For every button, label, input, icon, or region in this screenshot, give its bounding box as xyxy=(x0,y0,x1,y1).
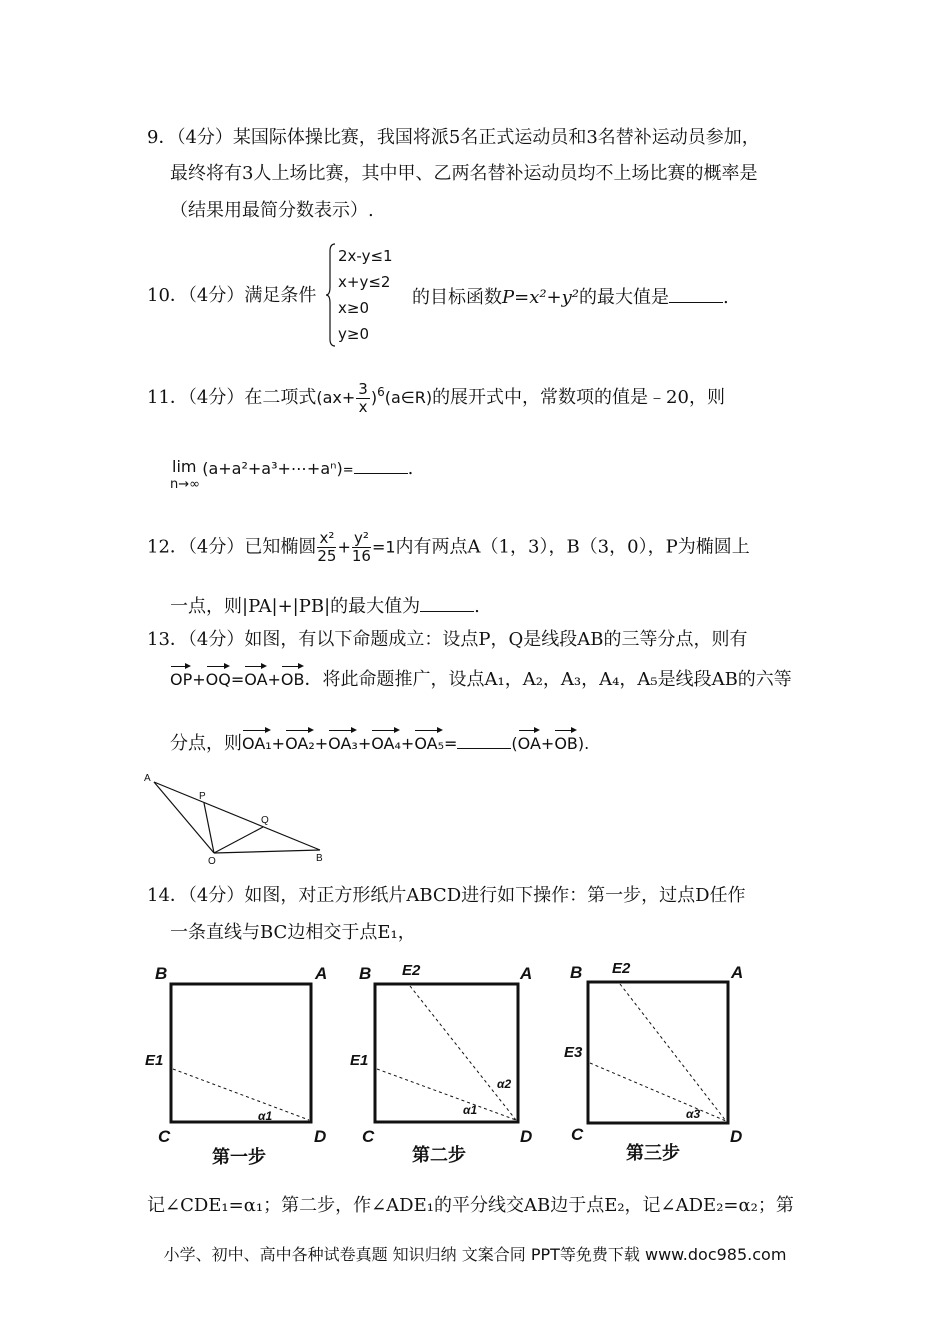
step3-caption: 第三步 xyxy=(626,1143,680,1164)
label-b-step1: B xyxy=(155,964,168,983)
line-de1-step2 xyxy=(377,1069,516,1120)
line-de2-step3 xyxy=(620,984,726,1121)
label-b-step3: B xyxy=(570,963,583,982)
label-e1-step1: E1 xyxy=(145,1052,164,1069)
segment-ab xyxy=(154,782,320,850)
q11-fraction: $\frac{3}{x}$ xyxy=(358,379,368,416)
label-c-step2: C xyxy=(362,1127,375,1146)
q11-line1: 11．（4分）在二项式(ax+ $\frac{3}{x}$ )$^6$(a∈R)的展开式中，常数项的值是﹣20，则 xyxy=(147,379,725,416)
brace-icon xyxy=(326,243,336,347)
segment-oq xyxy=(214,827,263,853)
q10-condition-1: 2x-y≤1 xyxy=(338,247,393,265)
q10-condition-2: x+y≤2 xyxy=(338,273,391,291)
page-footer: 小学、初中、高中各种试卷真题 知识归纳 文案合同 PPT等免费下载 www.doc985.com xyxy=(163,1245,787,1264)
q10-answer-blank xyxy=(669,284,723,303)
line-de3-step3 xyxy=(590,1063,726,1121)
segment-op xyxy=(204,803,214,853)
q11-answer-blank xyxy=(354,455,408,474)
q10-tail: 的目标函数P=x²+y²的最大值是 . xyxy=(412,284,729,310)
label-e2-step2: E2 xyxy=(402,962,421,979)
q12-line2: 一点，则|PA|+|PB|的最大值为 . xyxy=(170,593,480,619)
label-e2-step3: E2 xyxy=(612,960,631,977)
label-o: O xyxy=(208,856,216,867)
q13-line1: 13．（4分）如图，有以下命题成立：设点P，Q是线段AB的三等分点，则有 xyxy=(147,629,748,650)
label-q: Q xyxy=(261,815,269,826)
label-c-step3: C xyxy=(571,1125,584,1144)
square-step2 xyxy=(375,984,518,1122)
q14-line2: 一条直线与BC边相交于点E₁， xyxy=(170,922,416,943)
step1-caption: 第一步 xyxy=(212,1147,266,1168)
label-a: A xyxy=(144,773,151,784)
q9-line3: （结果用最简分数表示）. xyxy=(170,200,374,221)
q11-limit: lim n→∞ (a+a²+a³+⋯+aⁿ)= . xyxy=(170,457,414,492)
label-a-step2: A xyxy=(520,964,533,983)
line-de1-step1 xyxy=(173,1069,309,1120)
segment-ob xyxy=(214,850,320,853)
q14-figure xyxy=(140,955,760,1170)
q12-answer-blank xyxy=(420,593,474,612)
q10-condition-system xyxy=(338,243,393,347)
label-alpha3-step3: α3 xyxy=(686,1107,701,1121)
label-c-step1: C xyxy=(158,1127,171,1146)
label-alpha1-step2: α1 xyxy=(463,1103,478,1117)
label-d-step3: D xyxy=(730,1127,743,1146)
label-alpha1-step1: α1 xyxy=(258,1109,273,1123)
q9-line2: 最终将有3人上场比赛，其中甲、乙两名替补运动员均不上场比赛的概率是 xyxy=(170,163,758,184)
q13-figure xyxy=(140,768,340,868)
q10-condition-3: x≥0 xyxy=(338,299,369,317)
q13-answer-blank xyxy=(457,730,511,749)
q14-line3: 记∠CDE₁=α₁；第二步，作∠ADE₁的平分线交AB边于点E₂，记∠ADE₂=α₂；第 xyxy=(147,1195,794,1216)
label-b-step2: B xyxy=(359,964,372,983)
q12-line1: 12．（4分）已知椭圆 $\frac{\text{x²}}{25}$ + $\frac{\text{y²}}{16}$ =1内有两点A（1，3），B（3，0），P为椭圆上 xyxy=(147,529,750,565)
square-step1 xyxy=(171,984,311,1122)
q9-line1: 9．（4分）某国际体操比赛，我国将派5名正式运动员和3名替补运动员参加， xyxy=(147,127,760,148)
label-a-step1: A xyxy=(315,964,328,983)
label-d-step1: D xyxy=(314,1127,327,1146)
q12-fraction-y: $\frac{\text{y²}}{16}$ xyxy=(351,529,371,565)
step2-caption: 第二步 xyxy=(412,1145,466,1166)
q10-lead: 10．（4分）满足条件 xyxy=(147,285,317,306)
q12-fraction-x: $\frac{\text{x²}}{25}$ xyxy=(317,529,337,565)
label-e1-step2: E1 xyxy=(350,1052,369,1069)
line-de2-step2 xyxy=(410,986,516,1120)
label-b: B xyxy=(316,853,323,864)
label-d-step2: D xyxy=(520,1127,533,1146)
label-e3-step3: E3 xyxy=(564,1044,583,1061)
square-step3 xyxy=(588,982,728,1123)
q13-line3: 分点，则OA₁+OA₂+OA₃+OA₄+OA₅= (OA+OB). xyxy=(170,726,589,756)
label-p: P xyxy=(199,791,206,802)
label-alpha2-step2: α2 xyxy=(497,1077,512,1091)
q13-line2: OP+OQ=OA+OB．将此命题推广，设点A₁，A₂，A₃，A₄，A₅是线段AB的六等 xyxy=(170,662,792,692)
label-a-step3: A xyxy=(731,963,744,982)
q10-condition-4: y≥0 xyxy=(338,325,369,343)
q14-line1: 14．（4分）如图，对正方形纸片ABCD进行如下操作：第一步，过点D任作 xyxy=(147,885,746,906)
